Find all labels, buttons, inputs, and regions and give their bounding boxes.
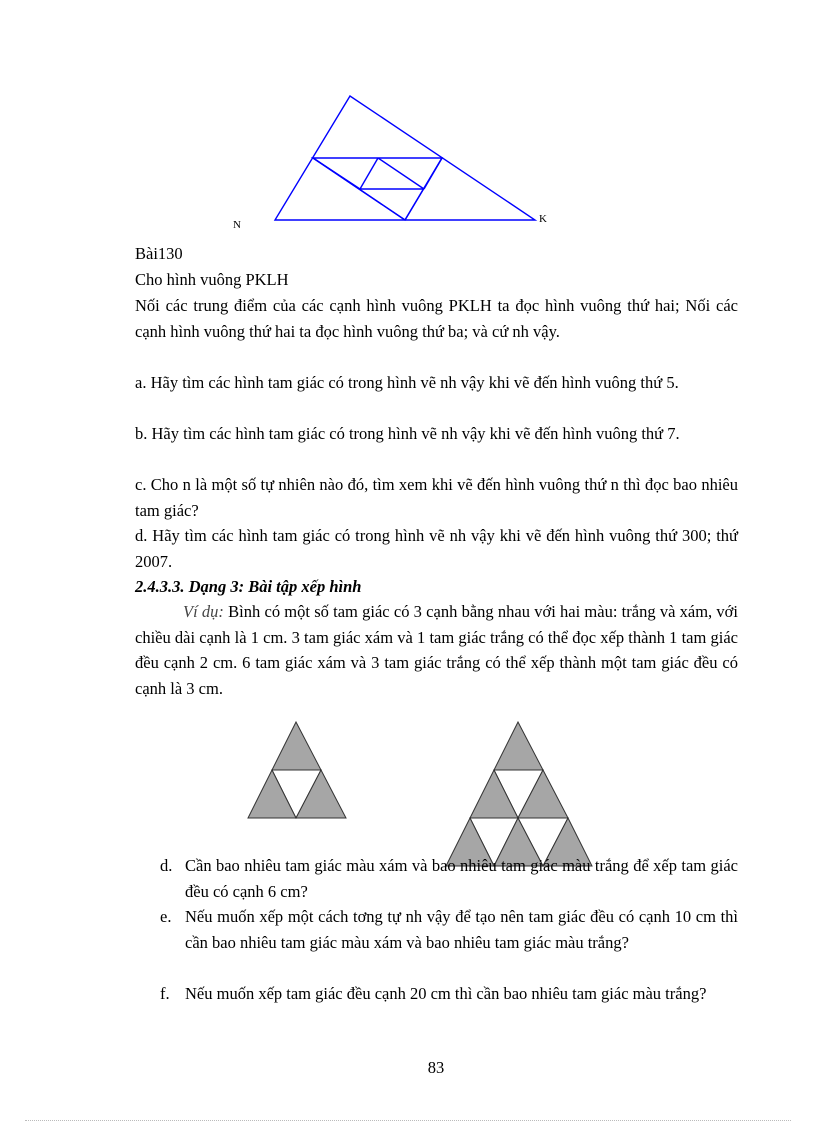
- section-heading: 2.4.3.3. Dạng 3: Bài tập xếp hình: [135, 577, 362, 596]
- small-tiling: [248, 722, 346, 818]
- question-e: [160, 904, 738, 981]
- exercise-statement: Nối các trung điểm của các cạnh hình vuông PKLH ta đọc hình vuông thứ hai; Nối các cạnh hình vuông thứ hai ta đọc hình vuông thứ ba; và cứ nh vậy.: [135, 296, 738, 341]
- exercise-item-d: d. Hãy tìm các hình tam giác có trong hình vẽ nh vậy khi vẽ đến hình vuông thứ 300; thứ 2007.: [135, 526, 738, 571]
- exercise-title: Bài130: [135, 244, 183, 263]
- vertex-label-n: N: [233, 219, 241, 231]
- question-marker: d.: [160, 856, 173, 875]
- exercise-item-b: b. Hãy tìm các hình tam giác có trong hình vẽ nh vậy khi vẽ đến hình vuông thứ 7.: [135, 424, 680, 443]
- nested-shapes-figure: [225, 90, 555, 240]
- exercise-item-a: a. Hãy tìm các hình tam giác có trong hình vẽ nh vậy khi vẽ đến hình vuông thứ 5.: [135, 373, 679, 392]
- question-f: [160, 981, 738, 1032]
- example-paragraph: [135, 599, 738, 701]
- question-marker: e.: [160, 907, 172, 926]
- example-label: Ví dụ:: [183, 602, 224, 621]
- question-text: Nếu muốn xếp một cách tơng tự nh vậy để tạo nên tam giác đều có cạnh 10 cm thì cần bao nhiêu tam giác màu xám và bao nhiêu tam giác màu trắng?: [185, 907, 738, 952]
- exercise-item-c: c. Cho n là một số tự nhiên nào đó, tìm xem khi vẽ đến hình vuông thứ n thì đọc bao nhiêu tam giác?: [135, 475, 738, 520]
- example-text: Bình có một số tam giác có 3 cạnh bằng nhau với hai màu: trắng và xám, với chiều dài cạnh là 1 cm. 3 tam giác xám và 1 tam giác trắng có thể đọc xếp thành 1 tam giác đều cạnh 2 cm. 6 tam giác xám và 3 tam giác trắng có thể xếp thành một tam giác đều có cạnh là 3 cm.: [135, 602, 738, 698]
- large-tiling: [446, 722, 592, 866]
- exercise-intro: Cho hình vuông PKLH: [135, 270, 289, 289]
- mid-quadrilateral: [313, 158, 442, 189]
- page-bottom-rule: [25, 1120, 791, 1121]
- question-text: Nếu muốn xếp tam giác đều cạnh 20 cm thì cần bao nhiêu tam giác màu trắng?: [185, 984, 707, 1003]
- question-d: [160, 853, 738, 904]
- triangle-tiling-figure: [240, 715, 600, 875]
- question-marker: f.: [160, 984, 170, 1003]
- question-text: Cần bao nhiêu tam giác màu xám và bao nhiêu tam giác màu trắng để xếp tam giác đều có cạnh 6 cm?: [185, 856, 738, 901]
- vertex-label-k: K: [539, 213, 547, 225]
- page-number: 83: [427, 1058, 445, 1077]
